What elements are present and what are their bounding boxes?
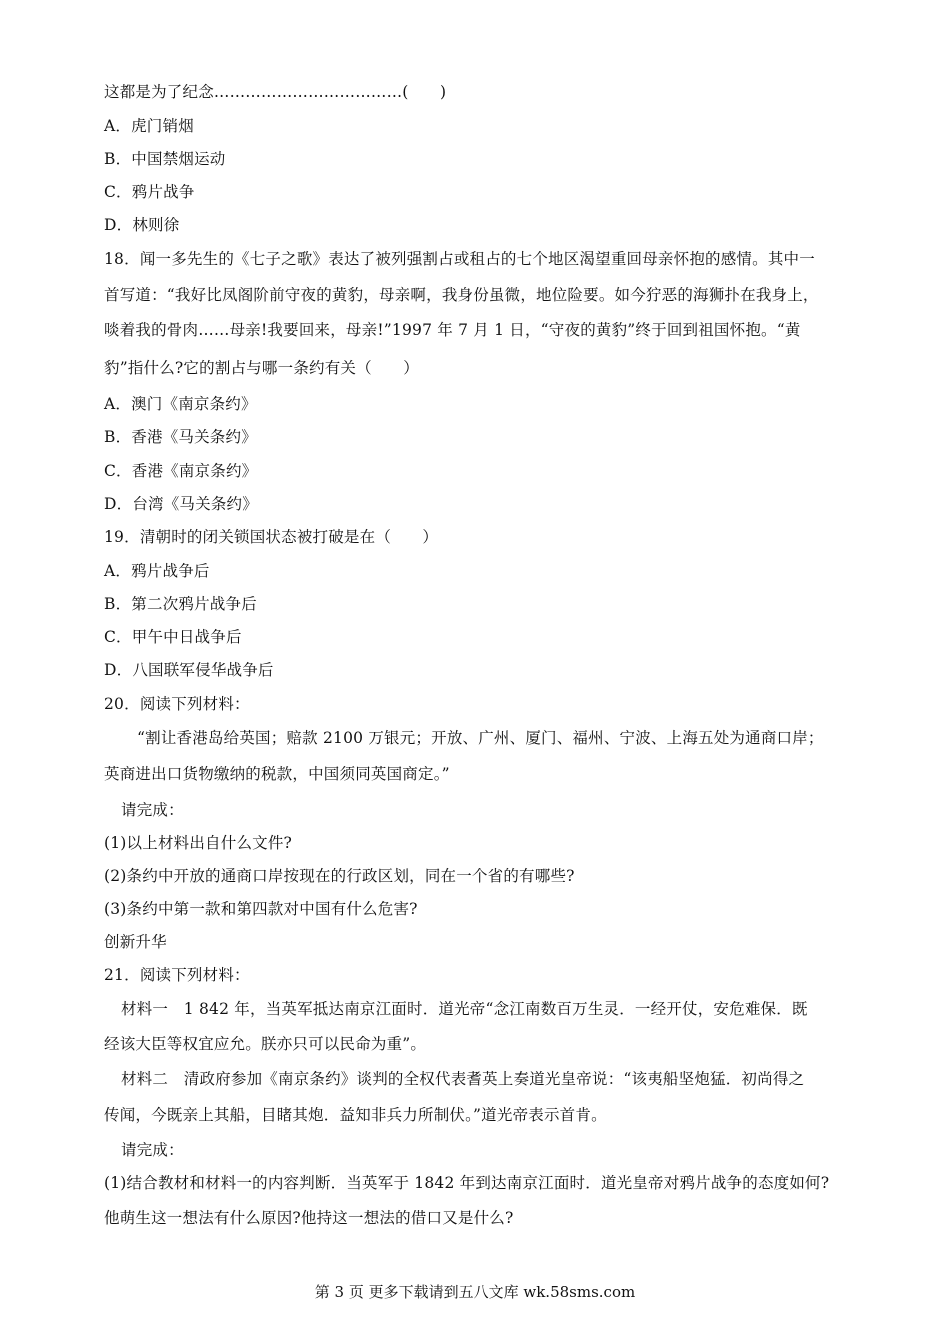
q19-stem: 19．清朝时的闭关锁国状态被打破是在（ ） — [104, 528, 439, 546]
q18-stem-line1: 18．闻一多先生的《七子之歌》表达了被列强割占或租占的七个地区渴望重回母亲怀抱的感情。其中一 — [104, 250, 815, 268]
q18-stem-line4: 豹”指什么?它的割占与哪一条约有关（ ） — [104, 359, 419, 377]
q20-sub2: (2)条约中开放的通商口岸按现在的行政区划，同在一个省的有哪些? — [104, 867, 575, 885]
q21-sub1-line2: 他萌生这一想法有什么原因?他持这一想法的借口又是什么? — [104, 1209, 514, 1227]
q20-material-line1: “割让香港岛给英国；赔款 2100 万银元；开放、广州、厦门、福州、宁波、上海五处为通商口岸； — [137, 729, 824, 747]
q18-stem-line3: 啖着我的骨肉……母亲!我要回来，母亲!”1997 年 7 月 1 日，“守夜的黄豹”终于回到祖国怀抱。“黄 — [104, 321, 801, 339]
section-heading: 创新升华 — [104, 933, 167, 951]
q18-option-b: B．香港《马关条约》 — [104, 428, 257, 446]
q21-stem: 21．阅读下列材料： — [104, 966, 250, 984]
q18-option-c: C．香港《南京条约》 — [104, 462, 258, 480]
q18-option-d: D．台湾《马关条约》 — [104, 495, 258, 513]
q20-sub1: (1)以上材料出自什么文件? — [104, 834, 293, 852]
q21-material2-line1: 材料二 清政府参加《南京条约》谈判的全权代表耆英上奏道光皇帝说：“该夷船坚炮猛．初尚得之 — [121, 1070, 805, 1088]
q19-option-a: A．鸦片战争后 — [104, 562, 210, 580]
q18-stem-line2: 首写道：“我好比凤阁阶前守夜的黄豹，母亲啊，我身份虽微，地位险要。如今狞恶的海狮扑在我身上， — [104, 286, 819, 304]
q17-option-b: B．中国禁烟运动 — [104, 150, 226, 168]
page-footer: 第 3 页 更多下载请到五八文库 wk.58sms.com — [314, 1283, 636, 1301]
q20-prompt: 请完成： — [121, 801, 184, 819]
q20-sub3: (3)条约中第一款和第四款对中国有什么危害? — [104, 900, 418, 918]
q17-option-c: C．鸦片战争 — [104, 183, 195, 201]
q21-material1-line1: 材料一 1 842 年，当英军抵达南京江面时．道光帝“念江南数百万生灵．一经开仗，安危难保．既 — [121, 1000, 808, 1018]
q19-option-c: C．甲午中日战争后 — [104, 628, 242, 646]
q21-material2-line2: 传闻，今既亲上其船，目睹其炮．益知非兵力所制伏。”道光帝表示首肯。 — [104, 1106, 607, 1124]
q21-sub1-line1: (1)结合教材和材料一的内容判断．当英军于 1842 年到达南京江面时．道光皇帝对鸦片战争的态度如何? — [104, 1174, 830, 1192]
q20-material-line2: 英商进出口货物缴纳的税款，中国须同英国商定。” — [104, 765, 450, 783]
q17-stem-end: 这都是为了纪念………………………………( ) — [104, 83, 447, 101]
q19-option-b: B．第二次鸦片战争后 — [104, 595, 257, 613]
q21-material1-line2: 经该大臣等权宜应允。朕亦只可以民命为重”。 — [104, 1035, 427, 1053]
q19-option-d: D．八国联军侵华战争后 — [104, 661, 274, 679]
q17-option-a: A．虎门销烟 — [104, 117, 194, 135]
q17-option-d: D．林则徐 — [104, 216, 180, 234]
q20-stem: 20．阅读下列材料： — [104, 695, 250, 713]
q18-option-a: A．澳门《南京条约》 — [104, 395, 257, 413]
q21-prompt: 请完成： — [121, 1141, 184, 1159]
